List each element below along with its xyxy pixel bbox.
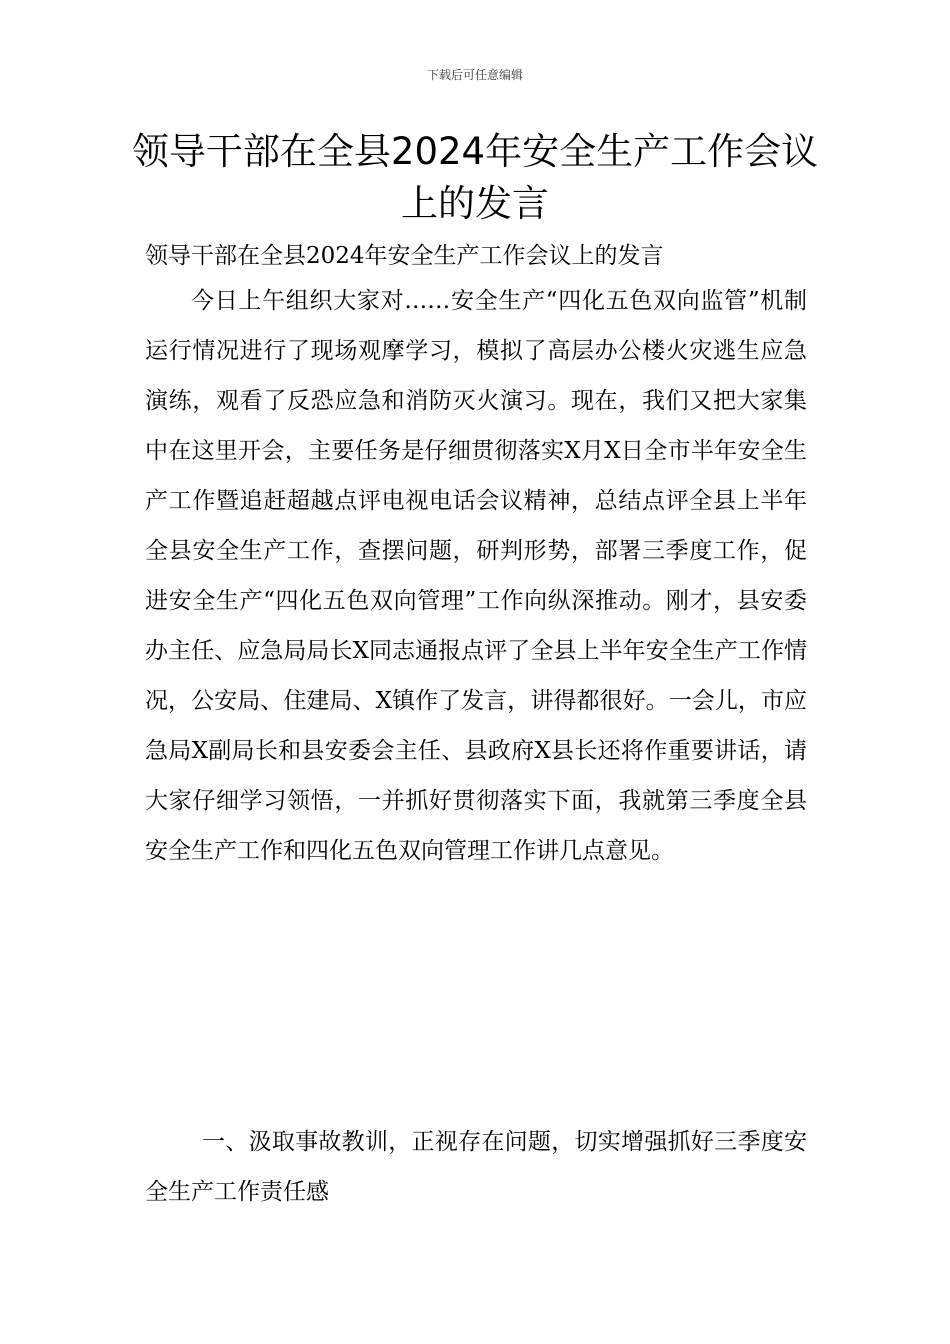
body-paragraph: 今日上午组织大家对……安全生产“四化五色双向监管”机制运行情况进行了现场观摩学习，模拟了高层办公楼火灾逃生应急演练，观看了反恐应急和消防灭火演习。现在，我们又把大家集中在这里开会，主要任务是仔细贯彻落实X月X日全市半年安全生产工作暨追赶超越点评电视电话会议精神，总结点评全县上半年全县安全生产工作，查摆问题，研判形势，部署三季度工作，促进安全生产“四化五色双向管理”工作向纵深推动。刚才，县安委办主任、应急局局长X同志通报点评了全县上半年安全生产工作情况，公安局、住建局、X镇作了发言，讲得都很好。一会儿，市应急局X副局长和县安委会主任、县政府X县长还将作重要讲话，请大家仔细学习领悟，一并抓好贯彻落实下面，我就第三季度全县安全生产工作和四化五色双向管理工作讲几点意见。 (145, 288, 807, 864)
document-title: 领导干部在全县2024年安全生产工作会议上的发言 (131, 130, 819, 225)
document-subtitle: 领导干部在全县2024年安全生产工作会议上的发言 (145, 243, 664, 269)
section-heading: 一、汲取事故教训，正视存在问题，切实增强抓好三季度安全生产工作责任感 (145, 1129, 807, 1205)
header-note: 下载后可任意编辑 (426, 68, 523, 82)
